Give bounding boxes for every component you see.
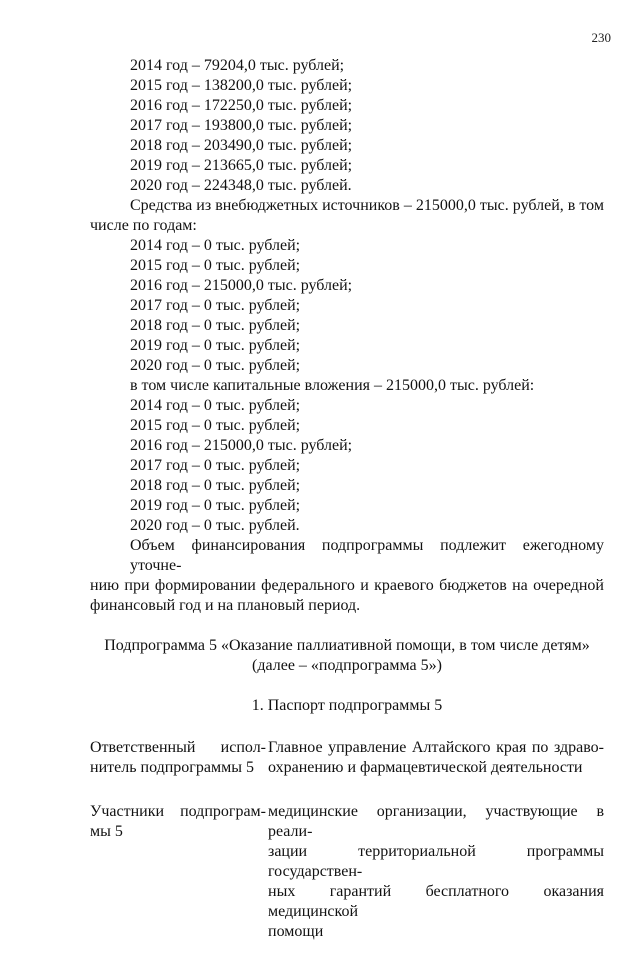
extrabudget-line: 2020 год – 0 тыс. рублей; bbox=[130, 357, 301, 374]
capital-line: 2019 год – 0 тыс. рублей; bbox=[130, 497, 301, 514]
extrabudget-intro-line-2: числе по годам: bbox=[90, 217, 197, 234]
label-line: мы 5 bbox=[90, 823, 123, 840]
extrabudget-line: 2015 год – 0 тыс. рублей; bbox=[130, 257, 301, 274]
funding-note-line: Объем финансирования подпрограммы подлежит ежегодному уточне- bbox=[130, 537, 604, 574]
extrabudget-line: 2019 год – 0 тыс. рублей; bbox=[130, 337, 301, 354]
label-line: Участники подпрограм- bbox=[90, 803, 266, 820]
capital-line: 2015 год – 0 тыс. рублей; bbox=[130, 417, 301, 434]
passport-row-label bbox=[90, 738, 266, 778]
subprogram-title-line-2: (далее – «подпрограмма 5») bbox=[252, 657, 442, 674]
budget-line: 2014 год – 79204,0 тыс. рублей; bbox=[130, 57, 345, 74]
passport-row-value bbox=[266, 738, 604, 778]
passport-table bbox=[90, 738, 604, 942]
extrabudget-by-year-list bbox=[90, 236, 604, 376]
value-line: ных гарантий бесплатного оказания медицинской bbox=[268, 883, 604, 920]
value-line: Главное управление Алтайского края по здраво- bbox=[268, 739, 604, 756]
capital-line: 2014 год – 0 тыс. рублей; bbox=[130, 397, 301, 414]
passport-row-label bbox=[90, 802, 266, 942]
passport-row-value bbox=[266, 802, 604, 942]
page-content bbox=[90, 56, 604, 966]
capital-line: 2018 год – 0 тыс. рублей; bbox=[130, 477, 301, 494]
extrabudget-line: 2016 год – 215000,0 тыс. рублей; bbox=[130, 277, 353, 294]
funding-note-paragraph bbox=[90, 536, 604, 616]
passport-row-responsible bbox=[90, 738, 604, 778]
value-line: зации территориальной программы государствен- bbox=[268, 843, 604, 880]
capital-line: 2020 год – 0 тыс. рублей. bbox=[130, 517, 300, 534]
budget-line: 2018 год – 203490,0 тыс. рублей; bbox=[130, 137, 353, 154]
extrabudget-intro-line-1: Средства из внебюджетных источников – 215000,0 тыс. рублей, в том bbox=[130, 197, 604, 214]
extrabudget-line: 2014 год – 0 тыс. рублей; bbox=[130, 237, 301, 254]
capital-line: 2016 год – 215000,0 тыс. рублей; bbox=[130, 437, 353, 454]
budget-line: 2016 год – 172250,0 тыс. рублей; bbox=[130, 97, 353, 114]
label-line: Ответственный испол- bbox=[90, 739, 266, 756]
extrabudget-line: 2018 год – 0 тыс. рублей; bbox=[130, 317, 301, 334]
budget-line: 2020 год – 224348,0 тыс. рублей. bbox=[130, 177, 352, 194]
capital-investment-intro: в том числе капитальные вложения – 215000,0 тыс. рублей: bbox=[130, 377, 535, 394]
subprogram-title bbox=[90, 636, 604, 676]
capital-by-year-list bbox=[90, 396, 604, 536]
budget-line: 2015 год – 138200,0 тыс. рублей; bbox=[130, 77, 353, 94]
value-line: охранению и фармацевтической деятельности bbox=[268, 759, 583, 776]
value-line: помощи bbox=[268, 923, 324, 940]
budget-by-year-list bbox=[90, 56, 604, 196]
passport-heading: 1. Паспорт подпрограммы 5 bbox=[251, 697, 443, 714]
funding-note-line: нию при формировании федерального и краевого бюджетов на очередной bbox=[90, 577, 604, 594]
budget-line: 2017 год – 193800,0 тыс. рублей; bbox=[130, 117, 353, 134]
subprogram-title-line-1: Подпрограмма 5 «Оказание паллиативной помощи, в том числе детям» bbox=[104, 637, 590, 654]
capital-line: 2017 год – 0 тыс. рублей; bbox=[130, 457, 301, 474]
page-number: 230 bbox=[591, 30, 611, 45]
funding-note-line: финансовый год и на плановый период. bbox=[90, 597, 361, 614]
extrabudget-line: 2017 год – 0 тыс. рублей; bbox=[130, 297, 301, 314]
label-line: нитель подпрограммы 5 bbox=[90, 759, 254, 776]
budget-line: 2019 год – 213665,0 тыс. рублей; bbox=[130, 157, 353, 174]
passport-row-participants bbox=[90, 802, 604, 942]
value-line: медицинские организации, участвующие в реали- bbox=[268, 803, 604, 840]
